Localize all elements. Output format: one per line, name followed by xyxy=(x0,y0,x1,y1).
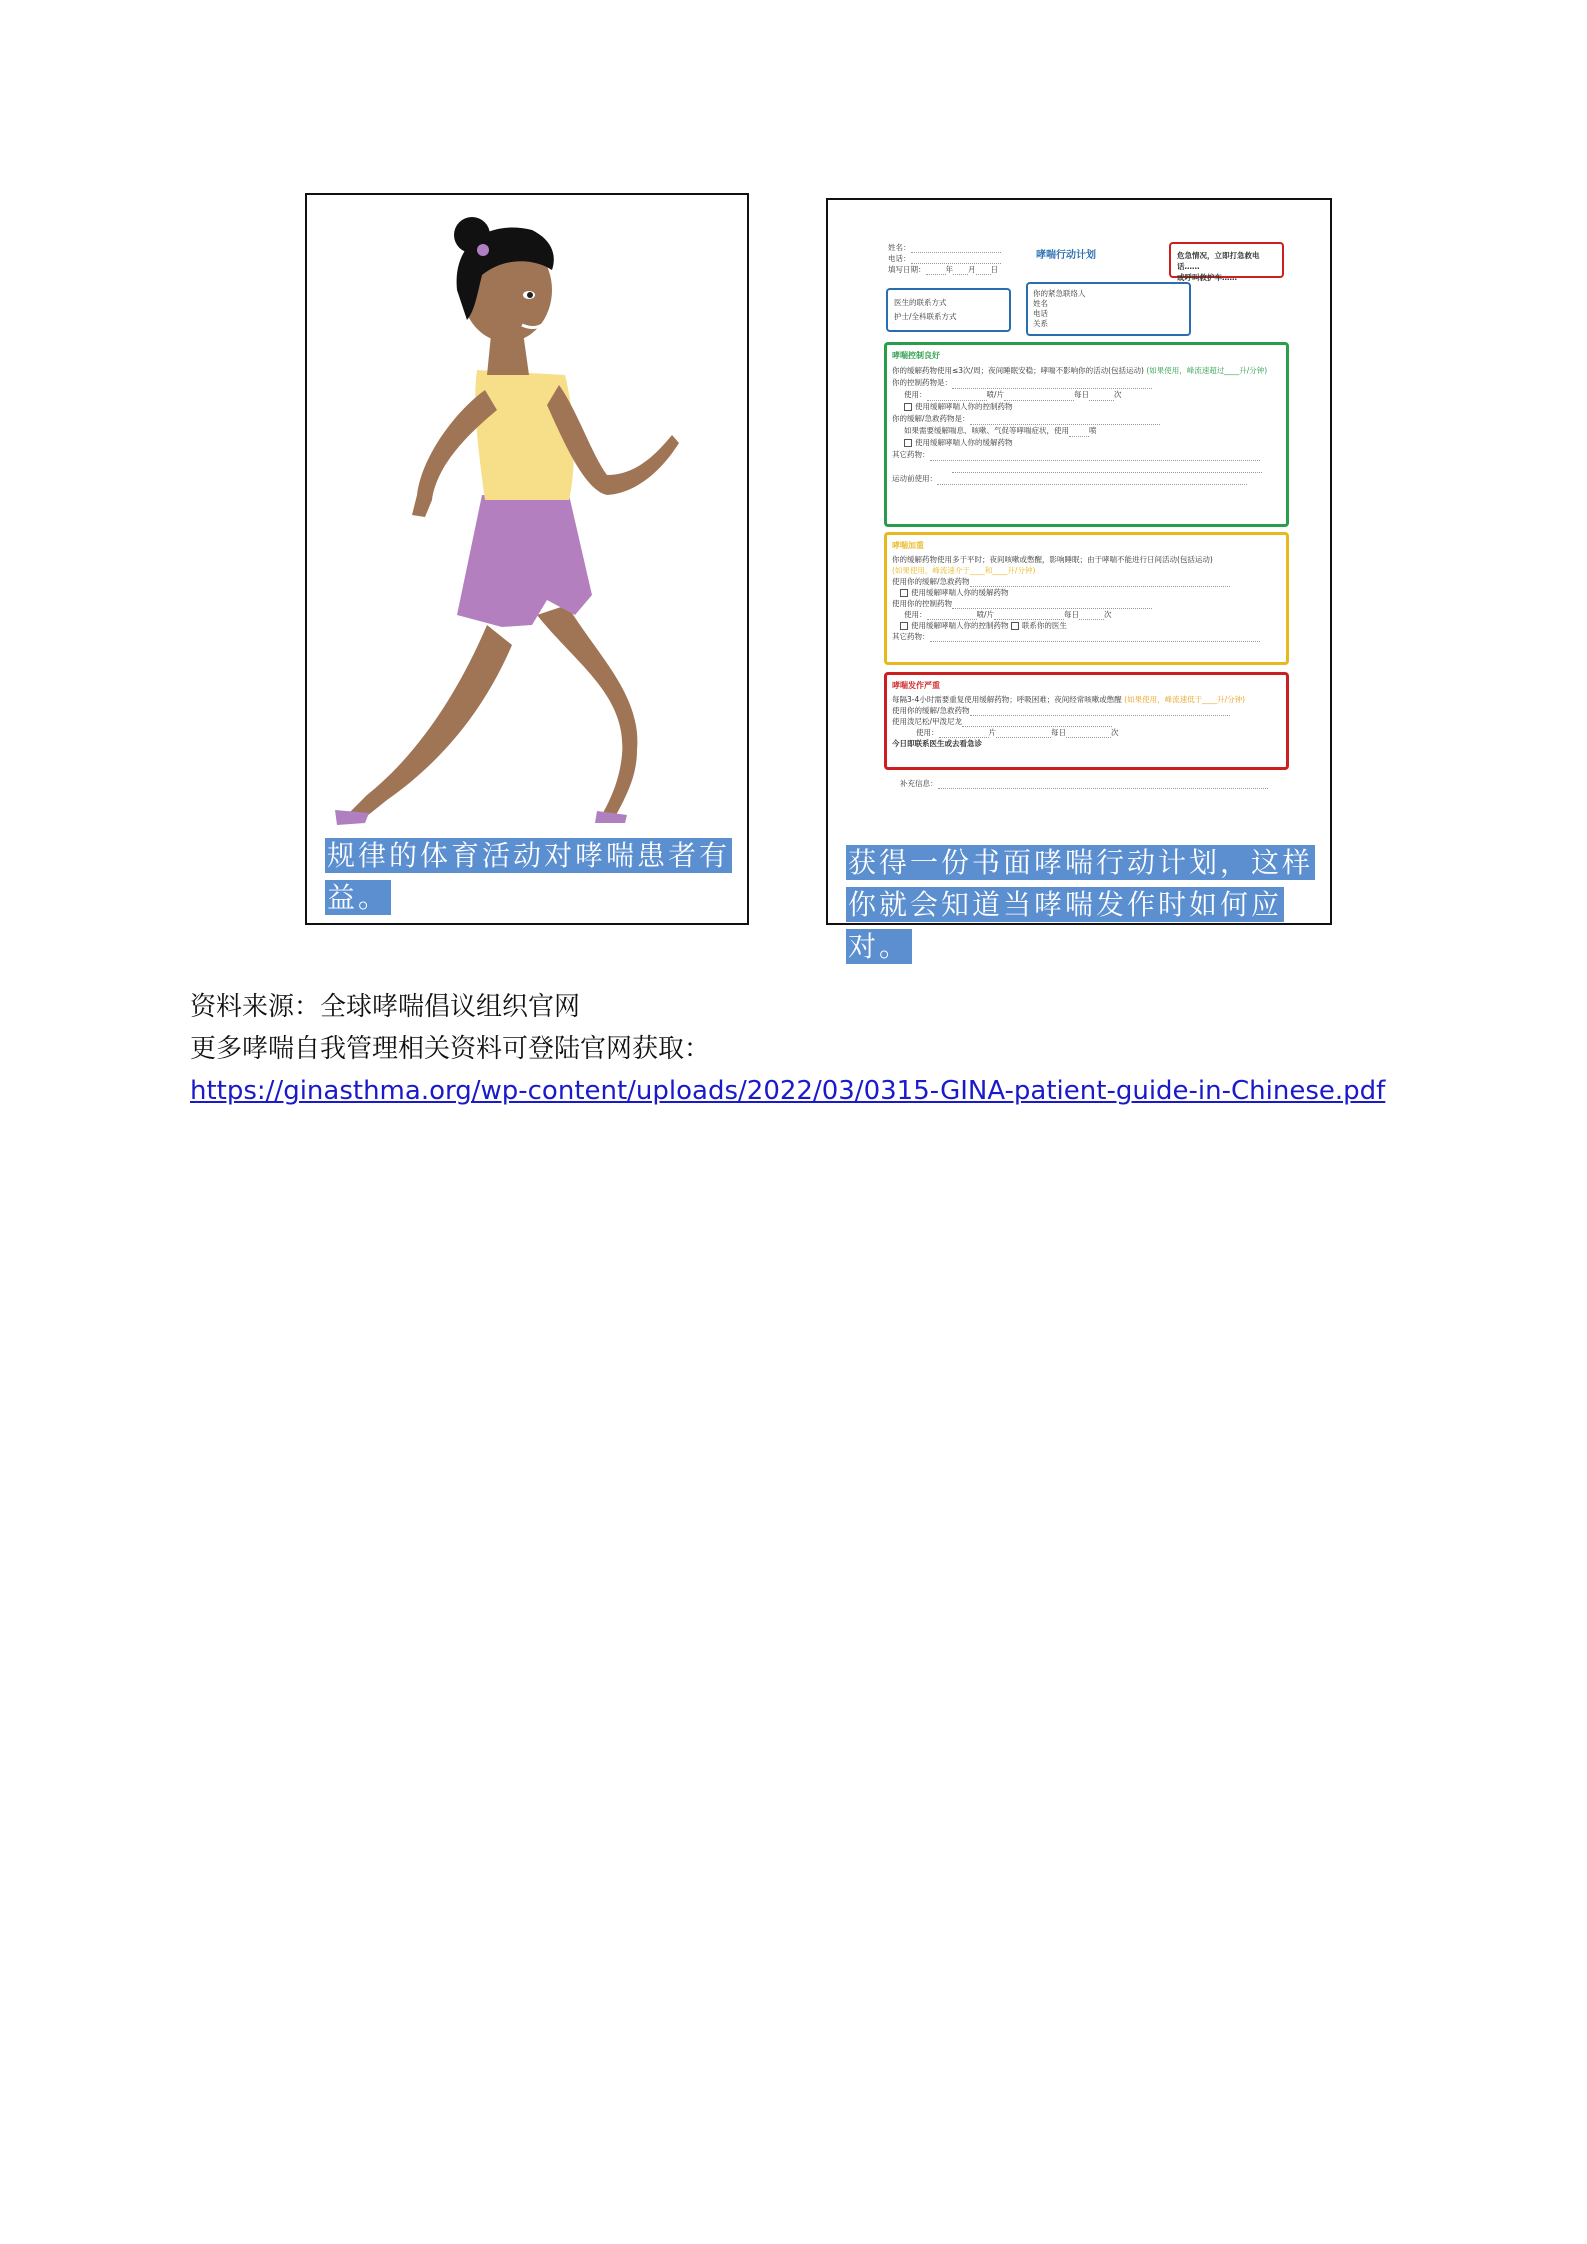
red-zone: 哮喘发作严重 每隔3-4小时需要重复使用缓解药物；呼吸困难；夜间经常咳嗽或憋醒 (如果使用，峰流速低于____升/分钟) 使用你的缓解/急救药物 使用泼尼松/甲泼尼龙 使用： 片 每日 次 今日即联系医生或去看急诊 xyxy=(884,672,1289,770)
plan-title: 哮喘行动计划 xyxy=(1036,250,1096,261)
illustration-panel-running-woman xyxy=(305,193,749,925)
emergency-contact-box: 你的紧急联络人 姓名 电话 关系 xyxy=(1026,282,1191,336)
footer-notes: 补充信息： xyxy=(900,778,1268,789)
action-plan-panel xyxy=(826,198,1332,963)
right-caption: 获得一份书面哮喘行动计划，这样你就会知道当哮喘发作时如何应对。 xyxy=(848,846,1314,963)
green-zone: 哮喘控制良好 你的缓解药物使用≤3次/周；夜间睡眠安稳；哮喘不影响你的活动(包括运动) (如果使用，峰流速超过____升/分钟) 你的控制药物是： 使用： 喷/片 每日 次 使用缓解哮喘人你的控制药物 你的缓解/急救药物是： 如果需要缓解喘息、咳嗽、气促等哮喘症状，使用 喷 使用缓解哮喘人你的缓解药物 其它药物： 运动前使用： xyxy=(884,342,1289,527)
header-fields: 姓名： 电话： 填写日期： 年 月 日 xyxy=(888,242,1001,275)
medical-contacts-box: 医生的联系方式 护士/全科联系方式 xyxy=(886,288,1011,332)
more-info-line: 更多哮喘自我管理相关资料可登陆官网获取： xyxy=(190,1034,711,1064)
running-woman-illustration xyxy=(307,195,747,845)
yellow-zone: 哮喘加重 你的缓解药物使用多于平时；夜间咳嗽或憋醒，影响睡眠；由于哮喘不能进行日间活动(包括运动) (如果使用，峰流速介于____和____升/分钟) 使用你的缓解/急救药物 使用缓解哮喘人你的缓解药物 使用你的控制药物 使用： 喷/片 每日 次 使用缓解哮喘人你的控制药物 联系你的医生 其它药物： xyxy=(884,532,1289,665)
source-line: 资料来源：全球哮喘倡议组织官网 xyxy=(190,992,581,1022)
emergency-box: 危急情况，立即打急救电话…… 或呼叫救护车…… xyxy=(1169,242,1284,278)
left-caption: 规律的体育活动对哮喘患者有益。 xyxy=(327,839,731,914)
gina-guide-link[interactable]: https://ginasthma.org/wp-content/uploads/2022/03/0315-GINA-patient-guide-in-Chinese.pdf xyxy=(190,1076,1386,1106)
sources-section xyxy=(190,986,1385,1112)
asthma-action-plan-form xyxy=(886,240,1286,800)
